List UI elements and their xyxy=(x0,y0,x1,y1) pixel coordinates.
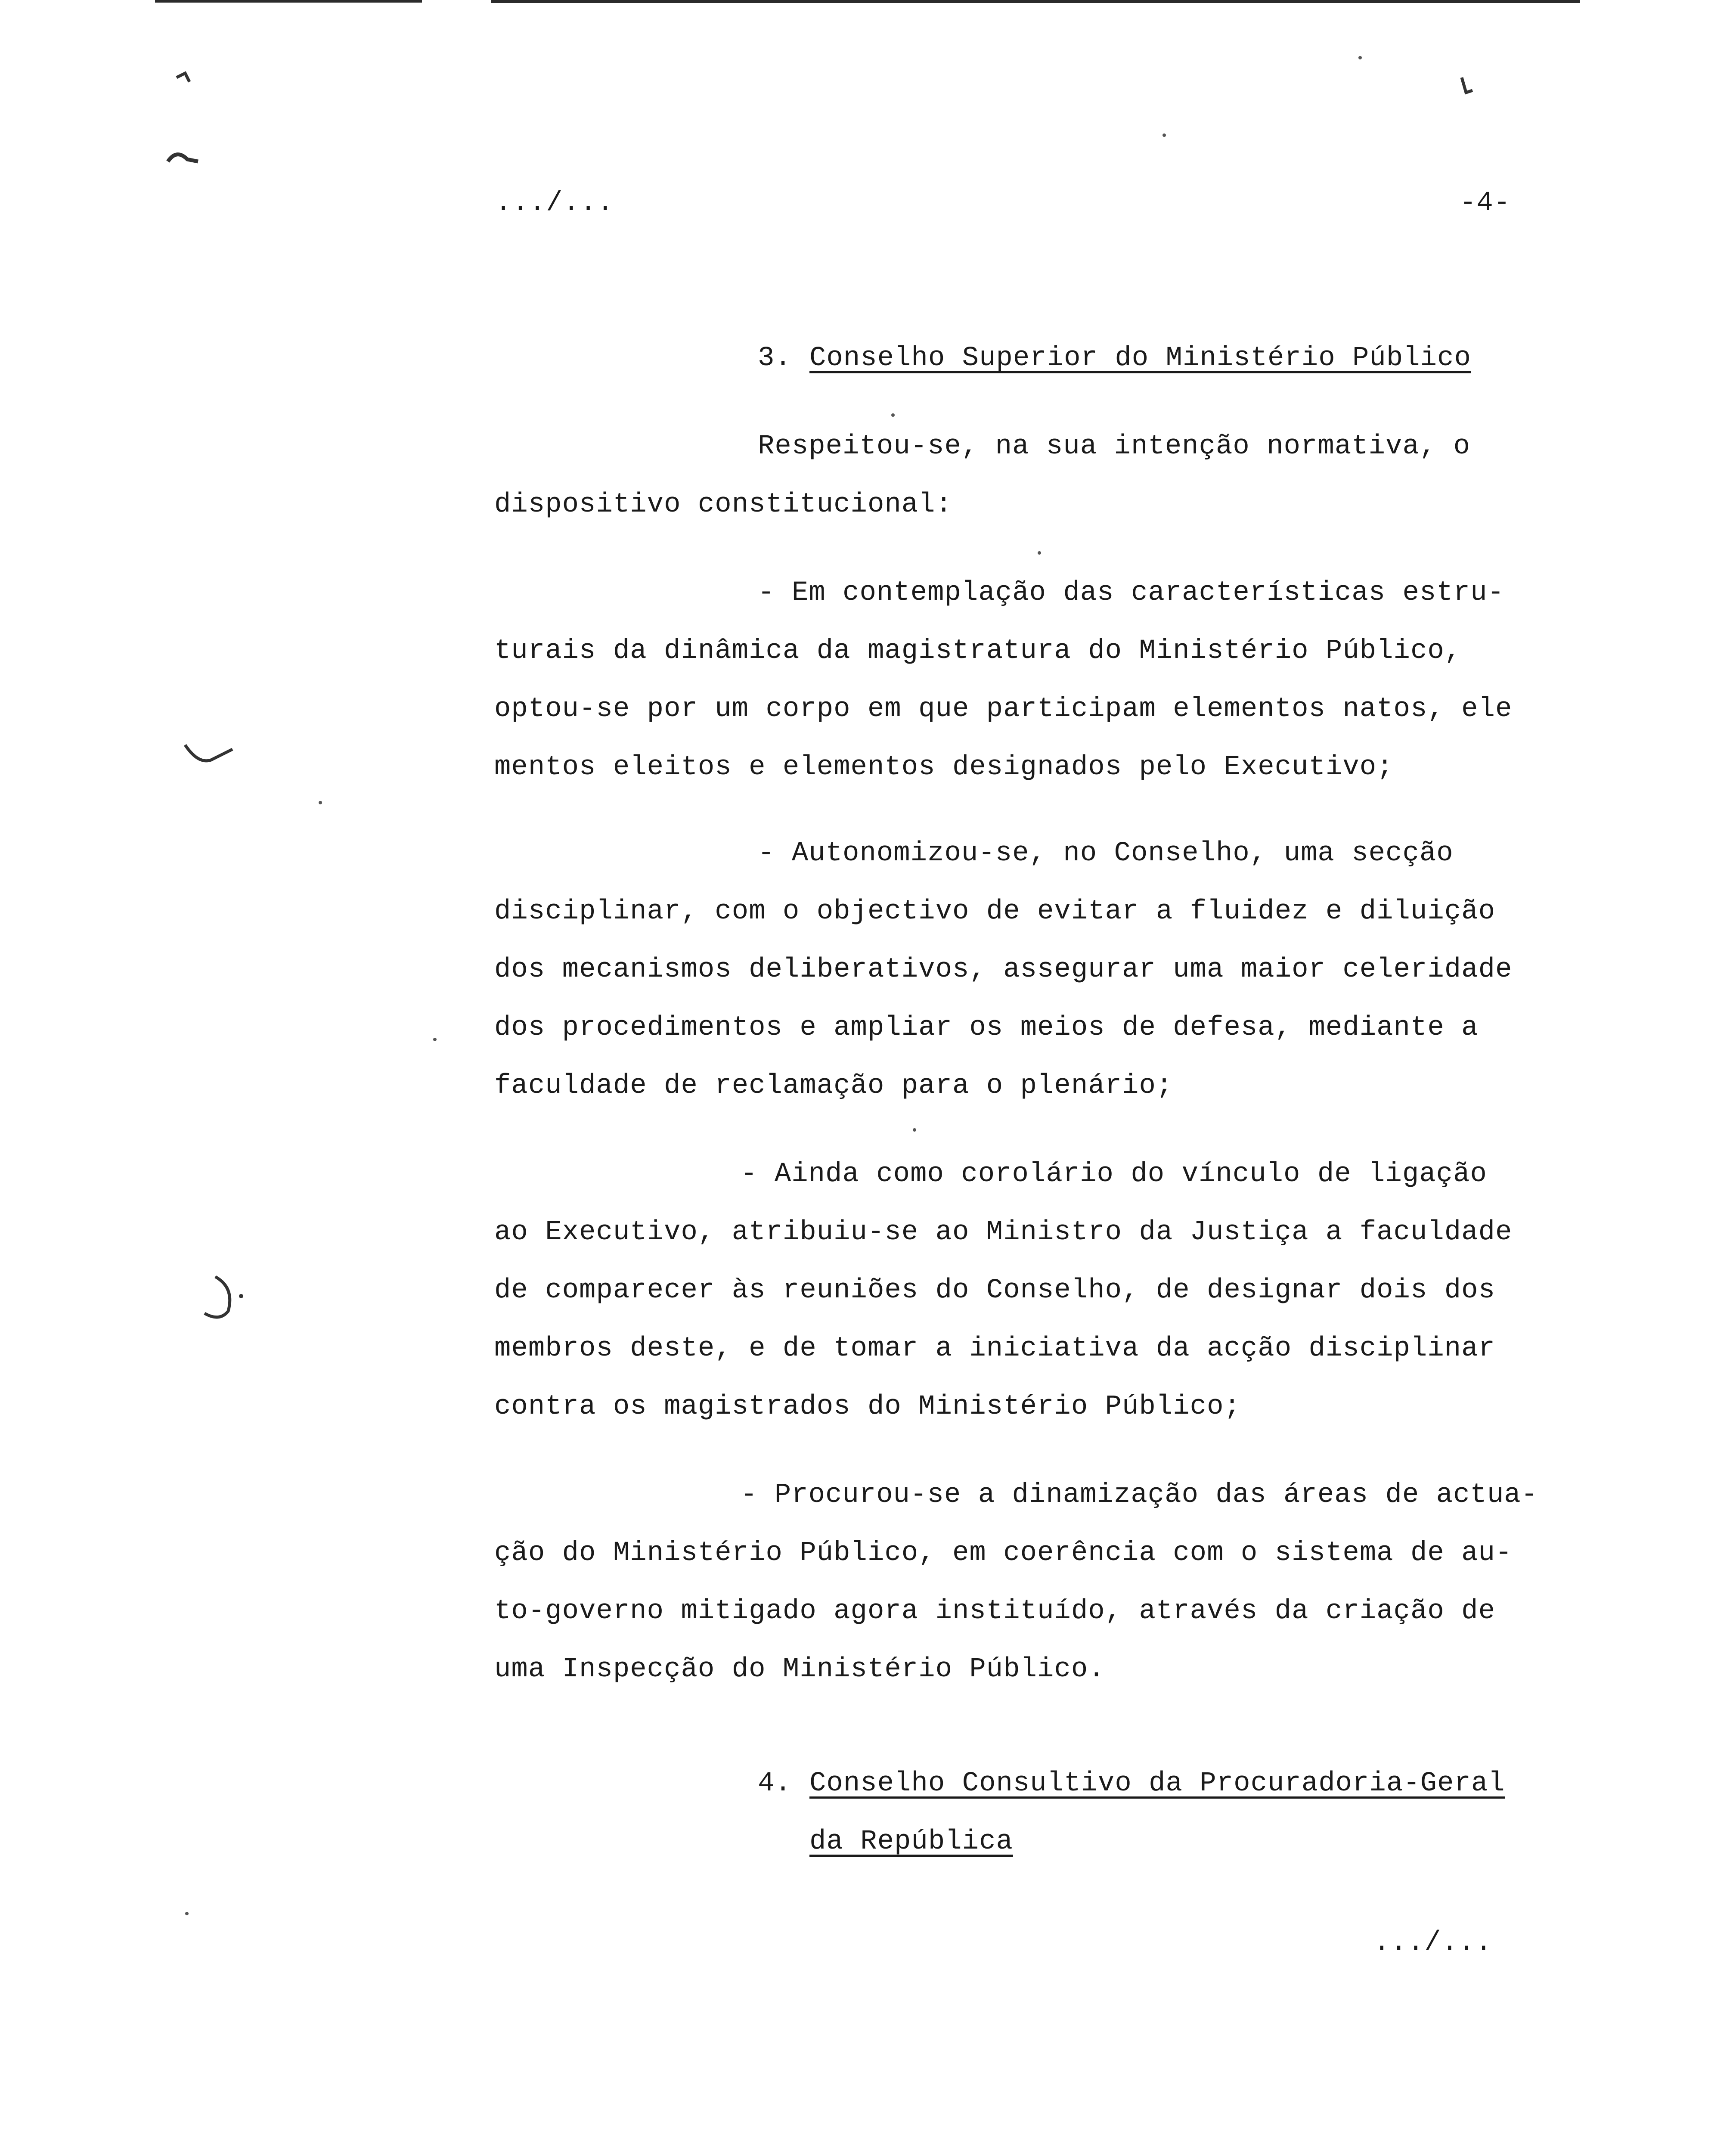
section-3-heading: Conselho Superior do Ministério Público xyxy=(809,343,1471,374)
item-1-line-3: optou-se por um corpo em que participam elementos natos, ele xyxy=(494,694,1513,725)
section-3-number: 3. xyxy=(758,343,792,374)
section-4-number: 4. xyxy=(758,1768,792,1799)
scan-speck xyxy=(185,1912,189,1915)
item-4-line-3: to-governo mitigado agora instituído, através da criação de xyxy=(494,1596,1495,1627)
scan-mark-top-right xyxy=(1455,73,1481,108)
footer-continuation: .../... xyxy=(1373,1927,1492,1958)
item-4-line-2: ção do Ministério Público, em coerência com o sistema de au- xyxy=(494,1538,1513,1569)
scan-speck xyxy=(1162,133,1166,137)
scan-speck xyxy=(891,413,895,417)
item-3-line-2: ao Executivo, atribuiu-se ao Ministro da Justiça a faculdade xyxy=(494,1217,1513,1248)
section-4-heading-line-2: da República xyxy=(809,1826,1013,1857)
scan-speck xyxy=(1038,551,1041,555)
item-1-line-1: - Em contemplação das características estru- xyxy=(758,577,1504,608)
item-1-line-2: turais da dinâmica da magistratura do Ministério Público, xyxy=(494,636,1462,667)
scan-mark-left-2 xyxy=(164,146,202,168)
page-number: -4- xyxy=(1460,188,1511,219)
section-3-intro-line-2: dispositivo constitucional: xyxy=(494,489,952,520)
header-continuation: .../... xyxy=(495,188,614,219)
scan-speck xyxy=(433,1038,437,1041)
item-2-line-1: - Autonomizou-se, no Conselho, uma secção xyxy=(758,838,1454,869)
item-2-line-3: dos mecanismos deliberativos, assegurar uma maior celeridade xyxy=(494,954,1513,985)
scan-edge-rule-right xyxy=(491,0,1580,3)
item-3-line-1: - Ainda como corolário do vínculo de ligação xyxy=(741,1159,1487,1190)
item-3-line-5: contra os magistrados do Ministério Público; xyxy=(494,1391,1241,1422)
item-2-line-4: dos procedimentos e ampliar os meios de defesa, mediante a xyxy=(494,1012,1479,1043)
scan-mark-top-left xyxy=(172,69,198,95)
item-3-line-4: membros deste, e de tomar a iniciativa da acção disciplinar xyxy=(494,1333,1495,1364)
item-2-line-5: faculdade de reclamação para o plenário; xyxy=(494,1070,1173,1101)
item-2-line-2: disciplinar, com o objectivo de evitar a fluidez e diluição xyxy=(494,896,1495,927)
item-4-line-4: uma Inspecção do Ministério Público. xyxy=(494,1654,1105,1685)
scan-edge-rule-left xyxy=(155,0,422,3)
item-4-line-1: - Procurou-se a dinamização das áreas de actua- xyxy=(741,1480,1538,1511)
scan-speck xyxy=(319,801,322,804)
section-4-heading-line-1: Conselho Consultivo da Procuradoria-Geral xyxy=(809,1768,1505,1799)
item-3-line-3: de comparecer às reuniões do Conselho, de designar dois dos xyxy=(494,1275,1495,1306)
item-1-line-4: mentos eleitos e elementos designados pelo Executivo; xyxy=(494,752,1394,783)
scan-speck xyxy=(1358,56,1362,59)
hole-punch-mark-upper xyxy=(181,741,241,775)
scan-speck xyxy=(913,1128,916,1132)
hole-punch-mark-lower xyxy=(198,1270,250,1326)
section-3-intro-line-1: Respeitou-se, na sua intenção normativa, o xyxy=(758,431,1471,462)
